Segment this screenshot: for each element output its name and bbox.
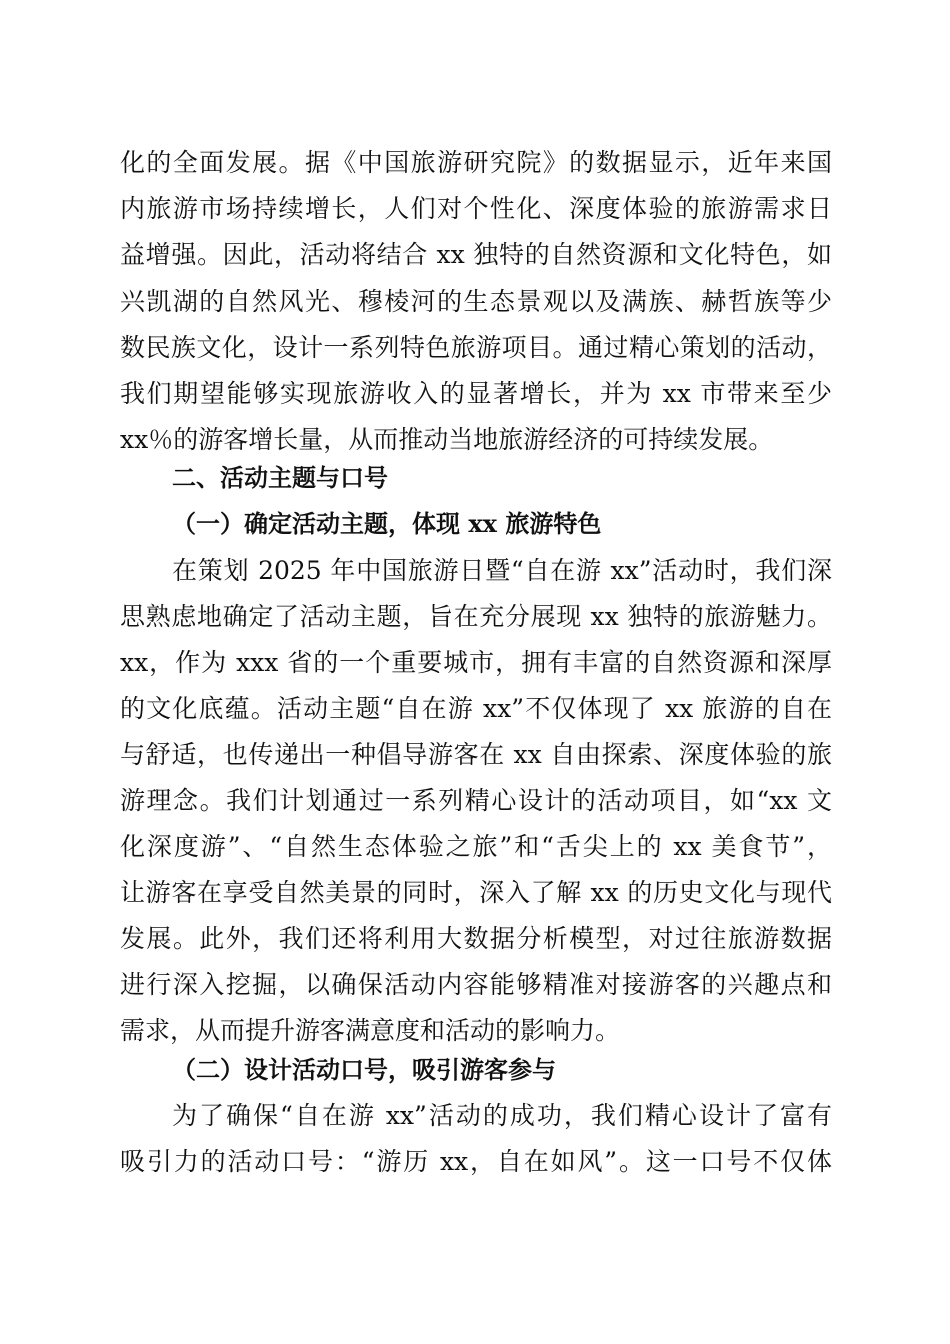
paragraph-line: xx，作为 xxx 省的一个重要城市，拥有丰富的自然资源和深厚: [120, 648, 832, 677]
paragraph-line: 在策划 2025 年中国旅游日暨“自在游 xx”活动时，我们深: [172, 556, 832, 585]
subsection-heading: （二）设计活动口号，吸引游客参与: [172, 1055, 556, 1084]
paragraph-line: 游理念。我们计划通过一系列精心设计的活动项目，如“xx 文: [120, 786, 832, 815]
paragraph-line: xx％的游客增长量，从而推动当地旅游经济的可持续发展。: [120, 425, 774, 454]
paragraph-line: 益增强。因此，活动将结合 xx 独特的自然资源和文化特色，如: [120, 240, 832, 269]
paragraph-line: 为了确保“自在游 xx”活动的成功，我们精心设计了富有: [172, 1101, 832, 1130]
paragraph-line: 内旅游市场持续增长，人们对个性化、深度体验的旅游需求日: [120, 194, 832, 223]
paragraph-line: 需求，从而提升游客满意度和活动的影响力。: [120, 1016, 621, 1045]
paragraph-line: 化的全面发展。据《中国旅游研究院》的数据显示，近年来国: [120, 148, 832, 177]
paragraph-line: 让游客在享受自然美景的同时，深入了解 xx 的历史文化与现代: [120, 878, 832, 907]
paragraph-line: 与舒适，也传递出一种倡导游客在 xx 自由探索、深度体验的旅: [120, 740, 832, 769]
paragraph-line: 兴凯湖的自然风光、穆棱河的生态景观以及满族、赫哲族等少: [120, 287, 832, 316]
paragraph-line: 发展。此外，我们还将利用大数据分析模型，对过往旅游数据: [120, 924, 832, 953]
paragraph-line: 我们期望能够实现旅游收入的显著增长，并为 xx 市带来至少: [120, 379, 832, 408]
section-heading: 二、活动主题与口号: [172, 464, 388, 492]
paragraph-line: 吸引力的活动口号：“游历 xx，自在如风”。这一口号不仅体: [120, 1147, 832, 1176]
paragraph-line: 数民族文化，设计一系列特色旅游项目。通过精心策划的活动，: [120, 333, 832, 362]
paragraph-line: 的文化底蕴。活动主题“自在游 xx”不仅体现了 xx 旅游的自在: [120, 694, 832, 723]
paragraph-line: 化深度游”、“自然生态体验之旅”和“舌尖上的 xx 美食节”，: [120, 832, 832, 861]
subsection-heading: （一）确定活动主题，体现 xx 旅游特色: [172, 509, 602, 538]
paragraph-line: 进行深入挖掘，以确保活动内容能够精准对接游客的兴趣点和: [120, 970, 832, 999]
paragraph-line: 思熟虑地确定了活动主题，旨在充分展现 xx 独特的旅游魅力。: [120, 602, 832, 631]
